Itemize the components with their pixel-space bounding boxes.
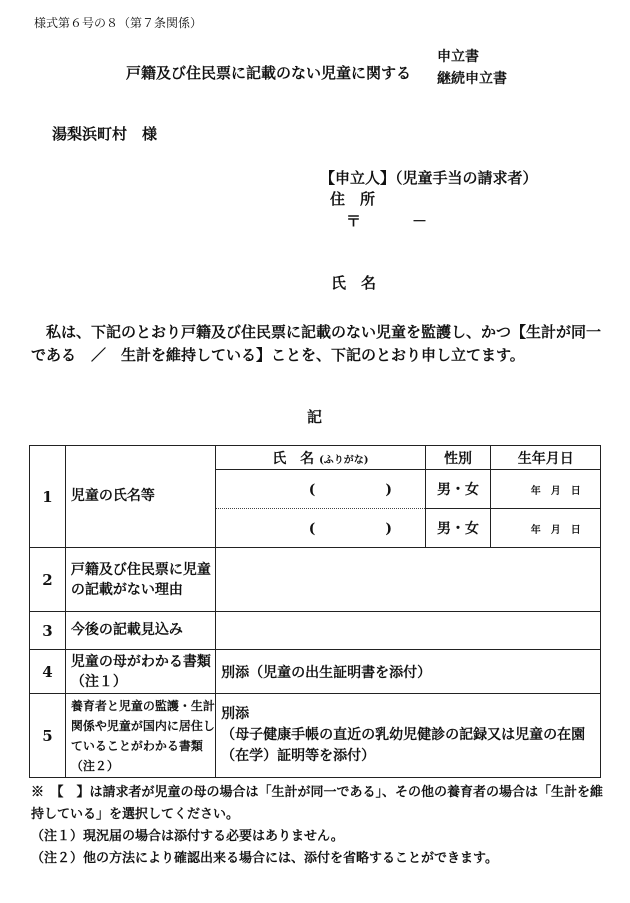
header-sex: 性別 [425,446,491,470]
title-options [437,46,507,90]
care-doc-value [216,694,601,778]
ki-heading: 記 [307,408,323,426]
reason-row [30,548,601,612]
note-1: （注１）現況届の場合は添付する必要はありません。 [31,829,344,844]
postal-mark: 〒 [346,212,362,230]
header-furigana: (ふりがな) [319,454,369,466]
row-number-3: 3 [30,612,66,650]
statement: 私は、下記のとおり戸籍及び住民票に記載のない児童を監護し、かつ【生計が同一である ／ 生計を維持している】ことを、下記のとおり申し立てます。 [31,323,602,364]
header-name-label: 氏 名 [272,450,315,467]
header-birth: 生年月日 [491,446,601,470]
applicant-heading: 【申立人】（児童手当の請求者） [320,169,538,187]
row-label-mother-doc: 児童の母がわかる書類（注１） [65,650,215,694]
birth-date-1[interactable]: 年 月 日 [491,470,601,509]
row-number-2: 2 [30,548,66,612]
furigana-paren-1: ( ) [308,482,392,498]
note-2: （注２）他の方法により確認出来る場合には、添付を省略することができます。 [31,851,498,866]
name-label: 氏 名 [331,274,377,292]
title-option-application: 申立書 [437,49,479,65]
row-label-reason: 戸籍及び住民票に児童の記載がない理由 [65,548,215,612]
header-name [216,446,426,470]
address-label: 住 所 [330,190,376,208]
child-name-field-2[interactable] [216,509,426,548]
note-selection: ※ 【 】は請求者が児童の母の場合は「生計が同一である」、その他の養育者の場合は「生計を維持している」を選択してください。 [31,785,604,822]
row-label-child-name: 児童の氏名等 [65,446,215,548]
reason-field[interactable] [216,548,601,612]
care-doc-value-line2: （母子健康手帳の直近の乳幼児健診の記録又は児童の在園（在学）証明等を添付） [221,727,586,764]
outlook-row [30,612,601,650]
title-option-continuation: 継続申立書 [437,71,507,87]
row-number-5: 5 [30,694,66,778]
care-doc-value-line1: 別添 [221,706,250,722]
form-number: 様式第６号の８（第７条関係） [34,16,203,30]
care-doc-row [30,694,601,778]
row-label-care-doc: 養育者と児童の監護・生計関係や児童が国内に居住していることがわかる書類（注２） [65,694,215,778]
row-label-outlook: 今後の記載見込み [65,612,215,650]
mother-doc-value: 別添（児童の出生証明書を添付） [216,650,601,694]
row-number-1: 1 [30,446,66,548]
children-table [29,445,601,778]
furigana-paren-2: ( ) [308,521,392,537]
row-number-4: 4 [30,650,66,694]
sex-choice-2[interactable]: 男・女 [425,509,491,548]
notes [31,782,611,870]
birth-date-2[interactable]: 年 月 日 [491,509,601,548]
postal-dash: － [412,212,428,230]
sex-choice-1[interactable]: 男・女 [425,470,491,509]
recipient: 湯梨浜町村 様 [52,125,158,143]
outlook-field[interactable] [216,612,601,650]
document-title: 戸籍及び住民票に記載のない児童に関する [126,64,412,82]
mother-doc-row [30,650,601,694]
child-name-field-1[interactable] [216,470,426,509]
table-header-row [30,446,601,470]
